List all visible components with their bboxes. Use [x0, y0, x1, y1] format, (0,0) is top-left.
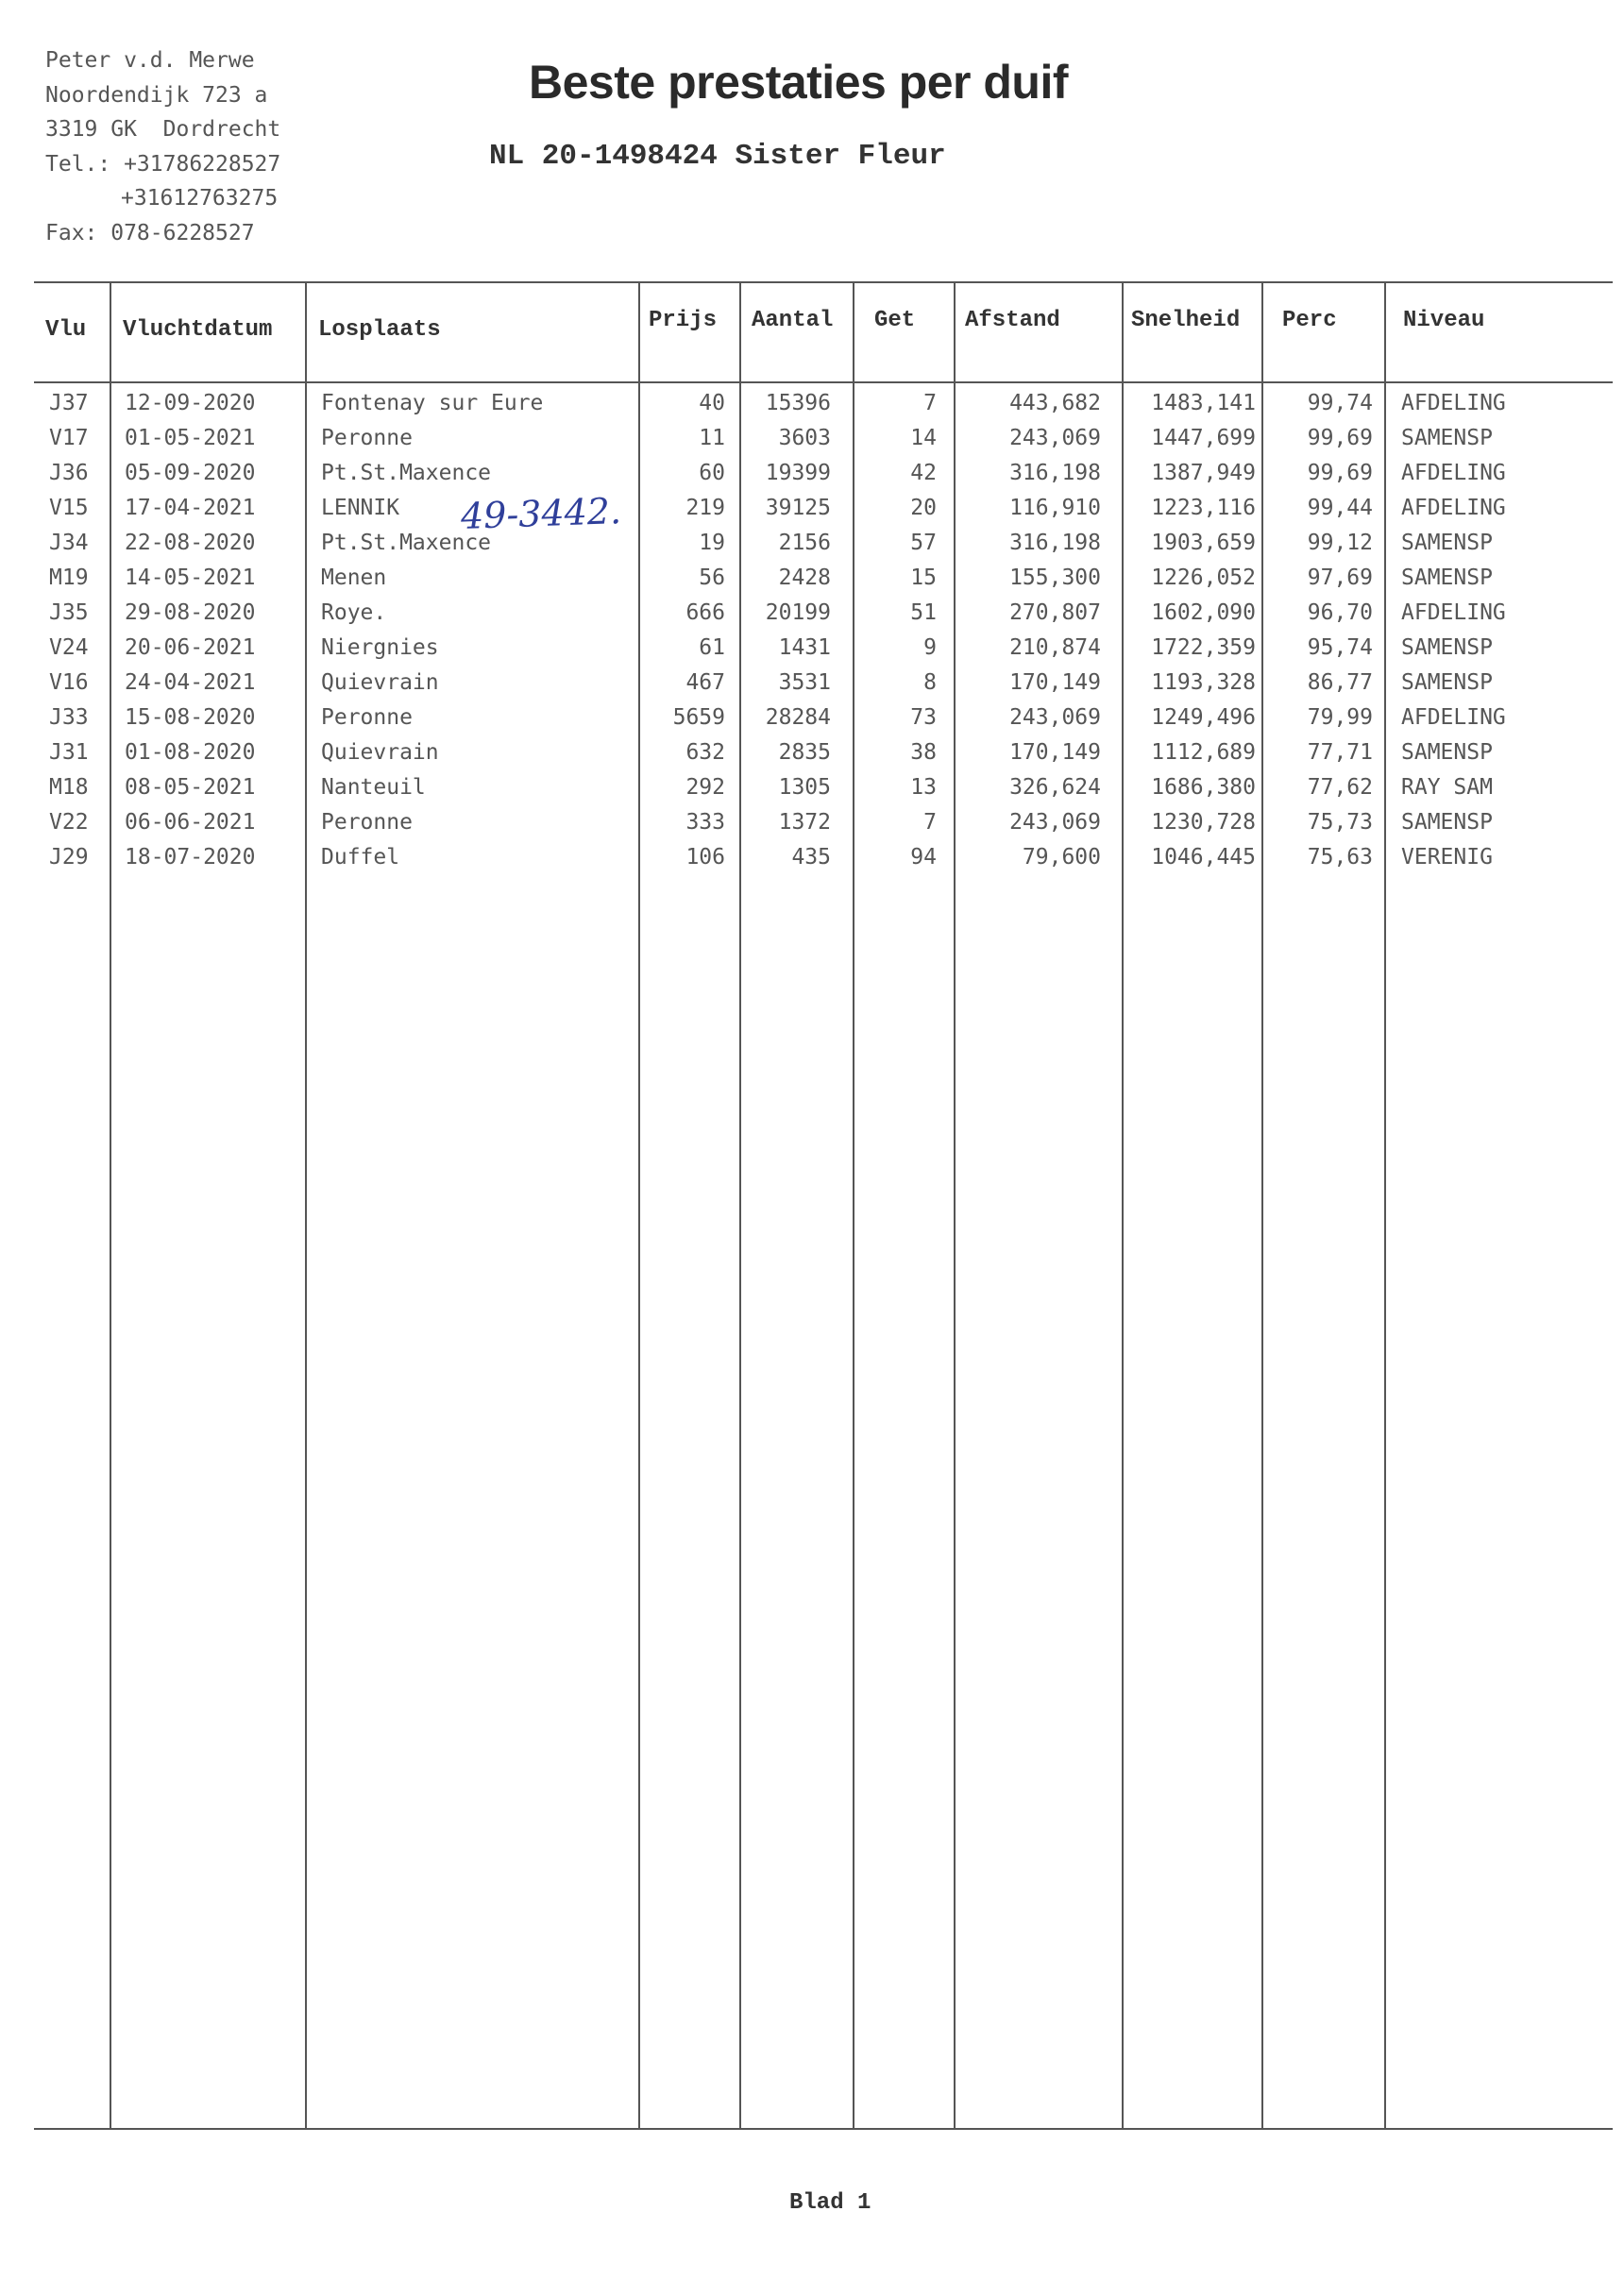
table-top-rule: [34, 281, 1613, 283]
table-cell-get: 9: [923, 635, 937, 660]
column-divider: [305, 281, 307, 2128]
table-cell-count: 3603: [778, 426, 831, 450]
column-divider: [954, 281, 956, 2128]
table-cell-speed: 1602,090: [1151, 600, 1256, 625]
table-cell-distance: 316,198: [1009, 461, 1101, 485]
column-header-count: Aantal: [752, 308, 834, 333]
table-cell-perc: 96,70: [1307, 600, 1373, 625]
table-cell-get: 13: [910, 775, 937, 800]
sender-tel-2: +31612763275: [121, 186, 279, 211]
table-cell-speed: 1230,728: [1151, 810, 1256, 835]
sender-name: Peter v.d. Merwe: [45, 48, 255, 73]
table-cell-level: AFDELING: [1401, 496, 1506, 520]
table-cell-place: Quievrain: [321, 740, 439, 765]
table-cell-prize: 40: [699, 391, 725, 415]
table-cell-date: 14-05-2021: [125, 566, 256, 590]
table-cell-distance: 170,149: [1009, 740, 1101, 765]
table-cell-date: 17-04-2021: [125, 496, 256, 520]
column-divider: [110, 281, 111, 2128]
table-cell-vlu: V15: [49, 496, 89, 520]
table-cell-vlu: J35: [49, 600, 89, 625]
table-cell-count: 435: [791, 845, 831, 869]
table-cell-date: 12-09-2020: [125, 391, 256, 415]
table-cell-place: Quievrain: [321, 670, 439, 695]
sender-street: Noordendijk 723 a: [45, 82, 268, 108]
table-cell-distance: 79,600: [1022, 845, 1101, 869]
table-cell-date: 29-08-2020: [125, 600, 256, 625]
table-cell-vlu: J31: [49, 740, 89, 765]
table-cell-date: 01-08-2020: [125, 740, 256, 765]
table-cell-prize: 11: [699, 426, 725, 450]
column-divider: [1122, 281, 1124, 2128]
table-cell-vlu: M19: [49, 566, 89, 590]
column-header-distance: Afstand: [965, 308, 1060, 333]
table-cell-get: 7: [923, 391, 937, 415]
table-cell-count: 3531: [778, 670, 831, 695]
table-cell-level: AFDELING: [1401, 391, 1506, 415]
table-cell-get: 73: [910, 705, 937, 730]
column-header-date: Vluchtdatum: [123, 317, 273, 343]
table-cell-speed: 1112,689: [1151, 740, 1256, 765]
table-cell-prize: 60: [699, 461, 725, 485]
page-number: Blad 1: [789, 2190, 871, 2216]
table-cell-count: 2428: [778, 566, 831, 590]
table-cell-perc: 99,74: [1307, 391, 1373, 415]
table-cell-place: Duffel: [321, 845, 400, 869]
table-cell-perc: 77,71: [1307, 740, 1373, 765]
table-cell-level: RAY SAM: [1401, 775, 1493, 800]
table-cell-get: 15: [910, 566, 937, 590]
table-cell-distance: 116,910: [1009, 496, 1101, 520]
table-cell-level: SAMENSP: [1401, 566, 1493, 590]
handwritten-note: 49-3442.: [460, 490, 622, 537]
sender-city: 3319 GK Dordrecht: [45, 117, 281, 142]
table-cell-level: SAMENSP: [1401, 740, 1493, 765]
table-cell-speed: 1447,699: [1151, 426, 1256, 450]
table-cell-level: VERENIG: [1401, 845, 1493, 869]
column-header-get: Get: [874, 308, 916, 333]
table-cell-distance: 443,682: [1009, 391, 1101, 415]
table-cell-count: 2835: [778, 740, 831, 765]
table-cell-date: 15-08-2020: [125, 705, 256, 730]
table-cell-prize: 632: [685, 740, 725, 765]
column-divider: [739, 281, 741, 2128]
table-cell-perc: 95,74: [1307, 635, 1373, 660]
table-cell-get: 57: [910, 531, 937, 555]
table-cell-prize: 292: [685, 775, 725, 800]
table-cell-count: 1305: [778, 775, 831, 800]
table-cell-distance: 326,624: [1009, 775, 1101, 800]
table-cell-date: 18-07-2020: [125, 845, 256, 869]
table-cell-place: Peronne: [321, 810, 413, 835]
table-cell-speed: 1903,659: [1151, 531, 1256, 555]
table-cell-level: AFDELING: [1401, 461, 1506, 485]
table-cell-distance: 243,069: [1009, 705, 1101, 730]
table-cell-prize: 56: [699, 566, 725, 590]
table-cell-place: Niergnies: [321, 635, 439, 660]
table-cell-count: 20199: [765, 600, 831, 625]
table-cell-count: 19399: [765, 461, 831, 485]
table-cell-distance: 243,069: [1009, 426, 1101, 450]
table-cell-count: 28284: [765, 705, 831, 730]
table-cell-count: 1431: [778, 635, 831, 660]
table-cell-prize: 219: [685, 496, 725, 520]
table-cell-level: AFDELING: [1401, 705, 1506, 730]
table-cell-speed: 1722,359: [1151, 635, 1256, 660]
table-cell-prize: 666: [685, 600, 725, 625]
table-cell-count: 15396: [765, 391, 831, 415]
table-cell-place: Pt.St.Maxence: [321, 461, 492, 485]
table-cell-vlu: J33: [49, 705, 89, 730]
table-cell-perc: 75,63: [1307, 845, 1373, 869]
table-cell-perc: 77,62: [1307, 775, 1373, 800]
table-cell-count: 2156: [778, 531, 831, 555]
table-cell-speed: 1223,116: [1151, 496, 1256, 520]
table-cell-speed: 1046,445: [1151, 845, 1256, 869]
table-cell-place: Nanteuil: [321, 775, 426, 800]
table-bottom-rule: [34, 2128, 1613, 2130]
column-header-vlu: Vlu: [45, 317, 87, 343]
table-cell-perc: 79,99: [1307, 705, 1373, 730]
table-cell-place: Menen: [321, 566, 387, 590]
table-cell-distance: 243,069: [1009, 810, 1101, 835]
table-cell-prize: 61: [699, 635, 725, 660]
table-cell-speed: 1686,380: [1151, 775, 1256, 800]
sender-fax: Fax: 078-6228527: [45, 220, 255, 245]
table-cell-place: Peronne: [321, 426, 413, 450]
table-cell-date: 22-08-2020: [125, 531, 256, 555]
column-header-prize: Prijs: [649, 308, 718, 333]
table-cell-prize: 333: [685, 810, 725, 835]
column-divider: [1261, 281, 1263, 2128]
table-cell-place: Peronne: [321, 705, 413, 730]
table-cell-distance: 210,874: [1009, 635, 1101, 660]
table-cell-perc: 99,69: [1307, 426, 1373, 450]
column-header-perc: Perc: [1282, 308, 1337, 333]
table-cell-get: 7: [923, 810, 937, 835]
table-cell-prize: 5659: [672, 705, 725, 730]
table-cell-place: LENNIK: [321, 496, 400, 520]
table-cell-vlu: J34: [49, 531, 89, 555]
table-cell-level: SAMENSP: [1401, 670, 1493, 695]
table-cell-speed: 1483,141: [1151, 391, 1256, 415]
column-header-speed: Snelheid: [1131, 308, 1241, 333]
table-cell-place: Fontenay sur Eure: [321, 391, 544, 415]
column-divider: [1384, 281, 1386, 2128]
table-cell-level: AFDELING: [1401, 600, 1506, 625]
table-cell-prize: 106: [685, 845, 725, 869]
table-cell-date: 24-04-2021: [125, 670, 256, 695]
table-cell-count: 39125: [765, 496, 831, 520]
table-cell-distance: 170,149: [1009, 670, 1101, 695]
table-cell-level: SAMENSP: [1401, 635, 1493, 660]
table-cell-vlu: V24: [49, 635, 89, 660]
table-cell-speed: 1226,052: [1151, 566, 1256, 590]
table-cell-perc: 99,12: [1307, 531, 1373, 555]
table-cell-vlu: V17: [49, 426, 89, 450]
table-cell-date: 01-05-2021: [125, 426, 256, 450]
table-cell-vlu: M18: [49, 775, 89, 800]
table-cell-get: 38: [910, 740, 937, 765]
table-cell-date: 05-09-2020: [125, 461, 256, 485]
column-divider: [853, 281, 854, 2128]
table-cell-prize: 467: [685, 670, 725, 695]
table-cell-perc: 99,44: [1307, 496, 1373, 520]
table-cell-vlu: V16: [49, 670, 89, 695]
table-cell-perc: 97,69: [1307, 566, 1373, 590]
table-cell-perc: 99,69: [1307, 461, 1373, 485]
table-cell-get: 51: [910, 600, 937, 625]
table-cell-vlu: J37: [49, 391, 89, 415]
table-cell-vlu: V22: [49, 810, 89, 835]
column-header-level: Niveau: [1403, 308, 1485, 333]
table-cell-get: 8: [923, 670, 937, 695]
table-cell-count: 1372: [778, 810, 831, 835]
table-cell-level: SAMENSP: [1401, 426, 1493, 450]
sender-tel-1: Tel.: +31786228527: [45, 151, 281, 177]
table-cell-level: SAMENSP: [1401, 810, 1493, 835]
table-cell-perc: 75,73: [1307, 810, 1373, 835]
table-cell-distance: 316,198: [1009, 531, 1101, 555]
table-cell-place: Roye.: [321, 600, 387, 625]
table-cell-distance: 270,807: [1009, 600, 1101, 625]
table-cell-date: 20-06-2021: [125, 635, 256, 660]
table-cell-get: 14: [910, 426, 937, 450]
table-cell-get: 94: [910, 845, 937, 869]
table-cell-place: Pt.St.Maxence: [321, 531, 492, 555]
table-cell-vlu: J29: [49, 845, 89, 869]
table-cell-level: SAMENSP: [1401, 531, 1493, 555]
page-title: Beste prestaties per duif: [529, 56, 1069, 109]
table-cell-distance: 155,300: [1009, 566, 1101, 590]
table-cell-date: 08-05-2021: [125, 775, 256, 800]
sender-address: [45, 43, 280, 250]
table-cell-prize: 19: [699, 531, 725, 555]
column-header-place: Losplaats: [318, 317, 441, 343]
table-cell-speed: 1387,949: [1151, 461, 1256, 485]
table-header-rule: [34, 381, 1613, 383]
table-cell-vlu: J36: [49, 461, 89, 485]
table-cell-date: 06-06-2021: [125, 810, 256, 835]
table-cell-speed: 1193,328: [1151, 670, 1256, 695]
table-cell-get: 42: [910, 461, 937, 485]
table-cell-speed: 1249,496: [1151, 705, 1256, 730]
pigeon-id: NL 20-1498424 Sister Fleur: [489, 140, 946, 173]
column-divider: [638, 281, 640, 2128]
table-cell-get: 20: [910, 496, 937, 520]
table-cell-perc: 86,77: [1307, 670, 1373, 695]
